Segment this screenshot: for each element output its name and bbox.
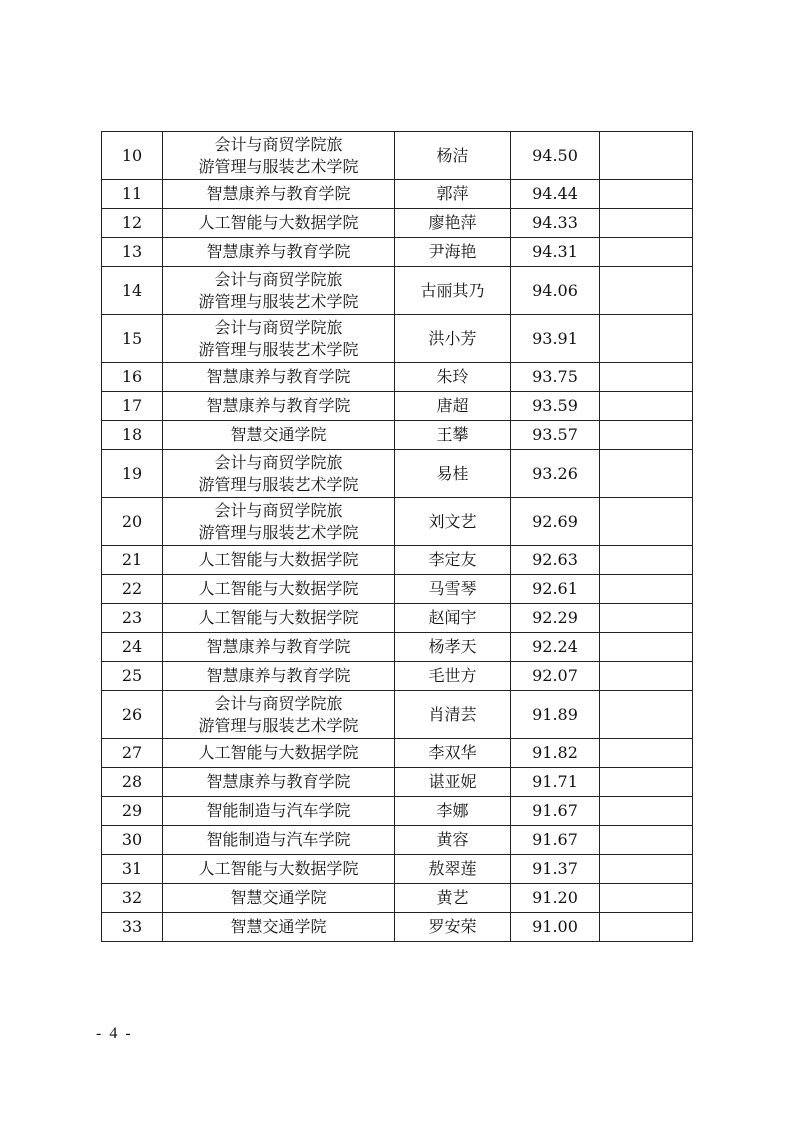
college-cell	[163, 913, 395, 942]
college-cell	[163, 498, 395, 546]
rank-cell	[102, 363, 163, 392]
note-cell	[600, 797, 693, 826]
rank-cell	[102, 768, 163, 797]
college-text: 会计与商贸学院旅 游管理与服装艺术学院	[198, 134, 359, 176]
rank-text: 13	[121, 242, 143, 261]
name-cell	[395, 826, 511, 855]
score-text: 92.24	[532, 637, 578, 656]
table-row	[102, 267, 693, 315]
college-cell	[163, 826, 395, 855]
rank-text: 30	[121, 830, 143, 849]
college-text: 智能制造与汽车学院	[206, 830, 351, 849]
rank-text: 24	[121, 637, 143, 656]
name-cell	[395, 180, 511, 209]
name-cell	[395, 238, 511, 267]
table-row	[102, 498, 693, 546]
rank-cell	[102, 826, 163, 855]
score-cell	[511, 797, 600, 826]
college-cell	[163, 855, 395, 884]
name-cell	[395, 450, 511, 498]
rank-text: 31	[121, 859, 143, 878]
college-cell	[163, 209, 395, 238]
score-cell	[511, 392, 600, 421]
name-text: 杨洁	[436, 145, 469, 165]
table-row	[102, 768, 693, 797]
score-cell	[511, 238, 600, 267]
rank-cell	[102, 691, 163, 739]
rank-text: 14	[121, 280, 143, 300]
table-row	[102, 855, 693, 884]
college-cell	[163, 575, 395, 604]
college-text: 人工智能与大数据学院	[198, 550, 359, 569]
score-text: 92.69	[532, 511, 578, 531]
note-cell	[600, 315, 693, 363]
note-cell	[600, 913, 693, 942]
rank-text: 15	[121, 328, 143, 348]
rank-text: 22	[121, 579, 143, 598]
rank-text: 18	[121, 425, 143, 444]
college-text: 人工智能与大数据学院	[198, 213, 359, 232]
score-cell	[511, 498, 600, 546]
note-cell	[600, 421, 693, 450]
rank-cell	[102, 633, 163, 662]
note-cell	[600, 132, 693, 180]
college-cell	[163, 421, 395, 450]
score-cell	[511, 575, 600, 604]
rank-cell	[102, 884, 163, 913]
college-cell	[163, 315, 395, 363]
score-cell	[511, 315, 600, 363]
name-cell	[395, 546, 511, 575]
note-cell	[600, 855, 693, 884]
name-cell	[395, 604, 511, 633]
ranking-table-body	[102, 132, 693, 942]
name-text: 易桂	[436, 463, 469, 483]
note-cell	[600, 180, 693, 209]
rank-cell	[102, 450, 163, 498]
rank-text: 12	[121, 213, 143, 232]
score-cell	[511, 691, 600, 739]
score-cell	[511, 363, 600, 392]
name-text: 古丽其乃	[420, 280, 485, 300]
note-cell	[600, 884, 693, 913]
college-cell	[163, 392, 395, 421]
name-text: 黄艺	[436, 888, 469, 907]
table-row	[102, 315, 693, 363]
college-text: 智慧康养与教育学院	[206, 637, 351, 656]
score-text: 93.75	[532, 367, 578, 386]
note-cell	[600, 363, 693, 392]
name-cell	[395, 392, 511, 421]
college-cell	[163, 363, 395, 392]
score-cell	[511, 884, 600, 913]
name-cell	[395, 209, 511, 238]
college-text: 智慧交通学院	[230, 425, 327, 444]
college-text: 智慧康养与教育学院	[206, 772, 351, 791]
note-cell	[600, 450, 693, 498]
rank-cell	[102, 855, 163, 884]
note-cell	[600, 546, 693, 575]
table-row	[102, 180, 693, 209]
score-text: 91.67	[532, 801, 578, 820]
name-text: 肖清芸	[428, 704, 477, 724]
college-text: 人工智能与大数据学院	[198, 579, 359, 598]
name-text: 廖艳萍	[428, 213, 477, 232]
score-cell	[511, 739, 600, 768]
score-text: 93.59	[532, 396, 578, 415]
table-row	[102, 633, 693, 662]
name-text: 王攀	[436, 425, 469, 444]
table-row	[102, 913, 693, 942]
score-cell	[511, 209, 600, 238]
college-cell	[163, 633, 395, 662]
note-cell	[600, 209, 693, 238]
rank-text: 32	[121, 888, 143, 907]
note-cell	[600, 633, 693, 662]
rank-text: 28	[121, 772, 143, 791]
name-cell	[395, 267, 511, 315]
rank-cell	[102, 575, 163, 604]
rank-cell	[102, 180, 163, 209]
college-cell	[163, 132, 395, 180]
college-cell	[163, 450, 395, 498]
name-cell	[395, 315, 511, 363]
name-cell	[395, 884, 511, 913]
table-row	[102, 546, 693, 575]
name-text: 杨孝天	[428, 637, 477, 656]
name-cell	[395, 132, 511, 180]
name-text: 赵闻宇	[428, 608, 477, 627]
rank-cell	[102, 546, 163, 575]
college-text: 人工智能与大数据学院	[198, 743, 359, 762]
name-text: 黄容	[436, 830, 469, 849]
college-cell	[163, 267, 395, 315]
name-text: 毛世方	[428, 666, 477, 685]
table-row	[102, 826, 693, 855]
rank-cell	[102, 604, 163, 633]
rank-cell	[102, 392, 163, 421]
college-text: 智慧交通学院	[230, 917, 327, 936]
note-cell	[600, 691, 693, 739]
rank-text: 17	[121, 396, 143, 415]
college-cell	[163, 546, 395, 575]
table-row	[102, 238, 693, 267]
note-cell	[600, 392, 693, 421]
note-cell	[600, 498, 693, 546]
rank-cell	[102, 739, 163, 768]
table-row	[102, 884, 693, 913]
name-cell	[395, 421, 511, 450]
rank-text: 27	[121, 743, 143, 762]
college-text: 智慧康养与教育学院	[206, 242, 351, 261]
table-row	[102, 797, 693, 826]
score-cell	[511, 633, 600, 662]
score-text: 92.63	[532, 550, 578, 569]
score-text: 94.31	[532, 242, 578, 261]
name-text: 谌亚妮	[428, 772, 477, 791]
college-text: 会计与商贸学院旅 游管理与服装艺术学院	[198, 269, 359, 311]
rank-text: 29	[121, 801, 143, 820]
name-cell	[395, 797, 511, 826]
college-text: 智慧康养与教育学院	[206, 396, 351, 415]
college-cell	[163, 768, 395, 797]
rank-cell	[102, 267, 163, 315]
table-row	[102, 662, 693, 691]
name-cell	[395, 913, 511, 942]
score-text: 93.57	[532, 425, 578, 444]
college-text: 会计与商贸学院旅 游管理与服装艺术学院	[198, 452, 359, 494]
score-text: 94.44	[532, 184, 578, 203]
table-row	[102, 691, 693, 739]
name-text: 刘文艺	[428, 511, 477, 531]
score-cell	[511, 855, 600, 884]
note-cell	[600, 575, 693, 604]
note-cell	[600, 267, 693, 315]
score-cell	[511, 132, 600, 180]
table-row	[102, 363, 693, 392]
note-cell	[600, 826, 693, 855]
rank-cell	[102, 209, 163, 238]
name-cell	[395, 768, 511, 797]
name-text: 洪小芳	[428, 328, 477, 348]
rank-cell	[102, 238, 163, 267]
college-cell	[163, 238, 395, 267]
college-text: 会计与商贸学院旅 游管理与服装艺术学院	[198, 500, 359, 542]
college-cell	[163, 662, 395, 691]
college-cell	[163, 797, 395, 826]
name-cell	[395, 739, 511, 768]
college-text: 人工智能与大数据学院	[198, 608, 359, 627]
college-cell	[163, 884, 395, 913]
college-cell	[163, 604, 395, 633]
college-text: 智能制造与汽车学院	[206, 801, 351, 820]
note-cell	[600, 739, 693, 768]
score-cell	[511, 450, 600, 498]
score-text: 93.91	[532, 328, 578, 348]
score-text: 93.26	[532, 463, 578, 483]
rank-text: 23	[121, 608, 143, 627]
page-number: - 4 -	[96, 1025, 133, 1042]
table-row	[102, 209, 693, 238]
name-text: 尹海艳	[428, 242, 477, 261]
name-cell	[395, 662, 511, 691]
name-cell	[395, 498, 511, 546]
score-text: 94.06	[532, 280, 578, 300]
college-text: 智慧交通学院	[230, 888, 327, 907]
rank-text: 25	[121, 666, 143, 685]
name-text: 唐超	[436, 396, 469, 415]
name-cell	[395, 363, 511, 392]
ranking-table	[101, 131, 693, 942]
table-row	[102, 421, 693, 450]
score-text: 92.07	[532, 666, 578, 685]
college-text: 智慧康养与教育学院	[206, 184, 351, 203]
note-cell	[600, 238, 693, 267]
score-cell	[511, 421, 600, 450]
score-text: 91.71	[532, 772, 578, 791]
rank-cell	[102, 498, 163, 546]
name-cell	[395, 855, 511, 884]
score-cell	[511, 913, 600, 942]
note-cell	[600, 768, 693, 797]
name-cell	[395, 633, 511, 662]
table-row	[102, 575, 693, 604]
name-cell	[395, 575, 511, 604]
name-cell	[395, 691, 511, 739]
score-cell	[511, 768, 600, 797]
rank-text: 11	[121, 184, 143, 203]
rank-cell	[102, 132, 163, 180]
name-text: 马雪琴	[428, 579, 477, 598]
score-text: 91.67	[532, 830, 578, 849]
table-row	[102, 604, 693, 633]
college-cell	[163, 691, 395, 739]
college-text: 会计与商贸学院旅 游管理与服装艺术学院	[198, 317, 359, 359]
rank-cell	[102, 913, 163, 942]
rank-text: 33	[121, 917, 143, 936]
table-row	[102, 392, 693, 421]
score-text: 91.89	[532, 704, 578, 724]
score-cell	[511, 180, 600, 209]
rank-text: 21	[121, 550, 143, 569]
name-text: 李娜	[436, 801, 469, 820]
name-text: 李双华	[428, 743, 477, 762]
college-text: 会计与商贸学院旅 游管理与服装艺术学院	[198, 693, 359, 735]
score-text: 91.20	[532, 888, 578, 907]
name-text: 敖翠莲	[428, 859, 477, 878]
score-cell	[511, 546, 600, 575]
college-text: 人工智能与大数据学院	[198, 859, 359, 878]
college-text: 智慧康养与教育学院	[206, 367, 351, 386]
note-cell	[600, 604, 693, 633]
name-text: 罗安荣	[428, 917, 477, 936]
rank-text: 19	[121, 463, 143, 483]
score-cell	[511, 267, 600, 315]
name-text: 李定友	[428, 550, 477, 569]
score-cell	[511, 826, 600, 855]
table-row	[102, 132, 693, 180]
rank-cell	[102, 421, 163, 450]
rank-text: 26	[121, 704, 143, 724]
score-text: 94.33	[532, 213, 578, 232]
rank-cell	[102, 797, 163, 826]
table-row	[102, 739, 693, 768]
rank-text: 16	[121, 367, 143, 386]
score-cell	[511, 662, 600, 691]
name-text: 朱玲	[436, 367, 469, 386]
rank-cell	[102, 315, 163, 363]
note-cell	[600, 662, 693, 691]
score-text: 92.29	[532, 608, 578, 627]
score-text: 92.61	[532, 579, 578, 598]
college-cell	[163, 180, 395, 209]
name-text: 郭萍	[436, 184, 469, 203]
rank-text: 20	[121, 511, 143, 531]
score-cell	[511, 604, 600, 633]
score-text: 91.00	[532, 917, 578, 936]
score-text: 91.37	[532, 859, 578, 878]
table-row	[102, 450, 693, 498]
college-text: 智慧康养与教育学院	[206, 666, 351, 685]
score-text: 94.50	[532, 145, 578, 165]
rank-text: 10	[121, 145, 143, 165]
rank-cell	[102, 662, 163, 691]
score-text: 91.82	[532, 743, 578, 762]
college-cell	[163, 739, 395, 768]
